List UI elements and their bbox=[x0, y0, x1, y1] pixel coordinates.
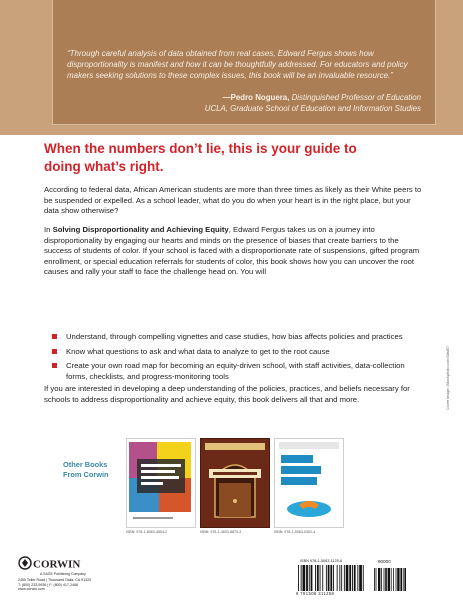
endorsement-author: —Pedro Noguera, bbox=[222, 93, 290, 102]
endorsement-attribution bbox=[61, 93, 421, 102]
barcode-icon bbox=[296, 565, 408, 591]
book-cover-art-icon bbox=[201, 439, 269, 527]
address-line: T: (800) 233-9936 | F: (800) 417-2466 bbox=[18, 582, 79, 587]
intro-paragraph: According to federal data, African American students are more than three times as likely as their White peers to be suspended or expelled. As a school leader, what do you do when your heart is in the right place, but your data show otherwise? bbox=[44, 185, 422, 216]
benefit-text: Know what questions to ask and what data to analyze to get to the root cause bbox=[66, 346, 330, 356]
endorsement-author-title: Distinguished Professor of Education bbox=[289, 93, 421, 102]
cover-image-credit: Cover image: iStockphoto.com/3dst57 bbox=[446, 345, 450, 410]
book-cover-thumbnail bbox=[200, 438, 270, 528]
bullet-square-icon bbox=[52, 349, 57, 354]
book-cover-art-icon bbox=[275, 439, 343, 527]
benefit-item bbox=[44, 361, 422, 382]
book-cover-art-icon bbox=[127, 439, 195, 527]
publisher-address bbox=[18, 578, 108, 592]
benefit-text: Understand, through compelling vignettes and case studies, how bias affects policies and practices bbox=[66, 332, 403, 341]
corwin-logo-icon bbox=[18, 555, 82, 571]
description-paragraph bbox=[44, 225, 422, 278]
bullet-square-icon bbox=[52, 363, 57, 368]
book-isbn: ISBN: 978-1-5063-4504-2 bbox=[126, 530, 168, 534]
endorsement-affiliation: UCLA, Graduate School of Education and Information Studies bbox=[204, 104, 421, 113]
address-line: www.corwin.com bbox=[18, 587, 45, 592]
description-rest: , Edward Fergus takes us on a journey into disproportionality by engaging our hearts and minds on the presence of biases that create barriers to the success of students of color. If your school is faced with a disproportionate rate of suspensions, gifted program enrollment, or special education referrals for students of color, this book shows how you can uncover the root causes and rally your staff to face the challenge head on. You will bbox=[44, 225, 420, 277]
bullet-square-icon bbox=[52, 334, 57, 339]
headline-line-2: doing what’s right. bbox=[44, 159, 164, 174]
barcode-isbn: ISBN 978-1-5063-1125-8 bbox=[300, 559, 343, 563]
publisher-tagline: A SAGE Publishing Company bbox=[40, 572, 86, 576]
barcode-price-code: 90000 bbox=[378, 559, 391, 564]
corwin-wordmark: CORWIN bbox=[33, 558, 81, 571]
headline-line-1: When the numbers don’t lie, this is your guide to bbox=[44, 141, 357, 156]
benefit-text: Create your own road map for becoming an equity-driven school, with staff activities, data-collection forms, checklists, and progress-monitoring tools bbox=[66, 361, 405, 381]
book-cover-thumbnail bbox=[274, 438, 344, 528]
book-cover-thumbnail bbox=[126, 438, 196, 528]
benefit-item bbox=[44, 347, 422, 358]
benefit-item bbox=[44, 332, 422, 343]
other-books-label: Other Books From Corwin bbox=[63, 460, 109, 479]
address-line: 2455 Teller Road | Thousand Oaks, CA 91320 bbox=[18, 578, 92, 582]
benefit-list bbox=[44, 332, 422, 386]
closing-paragraph: If you are interested in developing a deep understanding of the policies, practices, and beliefs necessary for schools to address disproportionality and achieve equity, this book delivers all that and more. bbox=[44, 384, 410, 404]
back-cover-headline bbox=[44, 140, 424, 176]
endorsement-quote: “Through careful analysis of data obtained from real cases, Edward Fergus shows how disproportionality is manifest and how it can be thoughtfully addressed. For educators and policy makers seeking solutions to these complex issues, this book will be an invaluable resource.” bbox=[67, 49, 408, 80]
book-isbn: ISBN: 978-1-4833-8879-3 bbox=[200, 530, 242, 534]
endorsement-box bbox=[52, 0, 436, 125]
book-title: Solving Disproportionality and Achieving Equity bbox=[52, 225, 229, 234]
description-lead: In bbox=[44, 225, 53, 234]
book-isbn: ISBN: 978-1-5063-0302-4 bbox=[274, 530, 316, 534]
barcode-digits: 9 781506 311258 bbox=[296, 591, 335, 596]
